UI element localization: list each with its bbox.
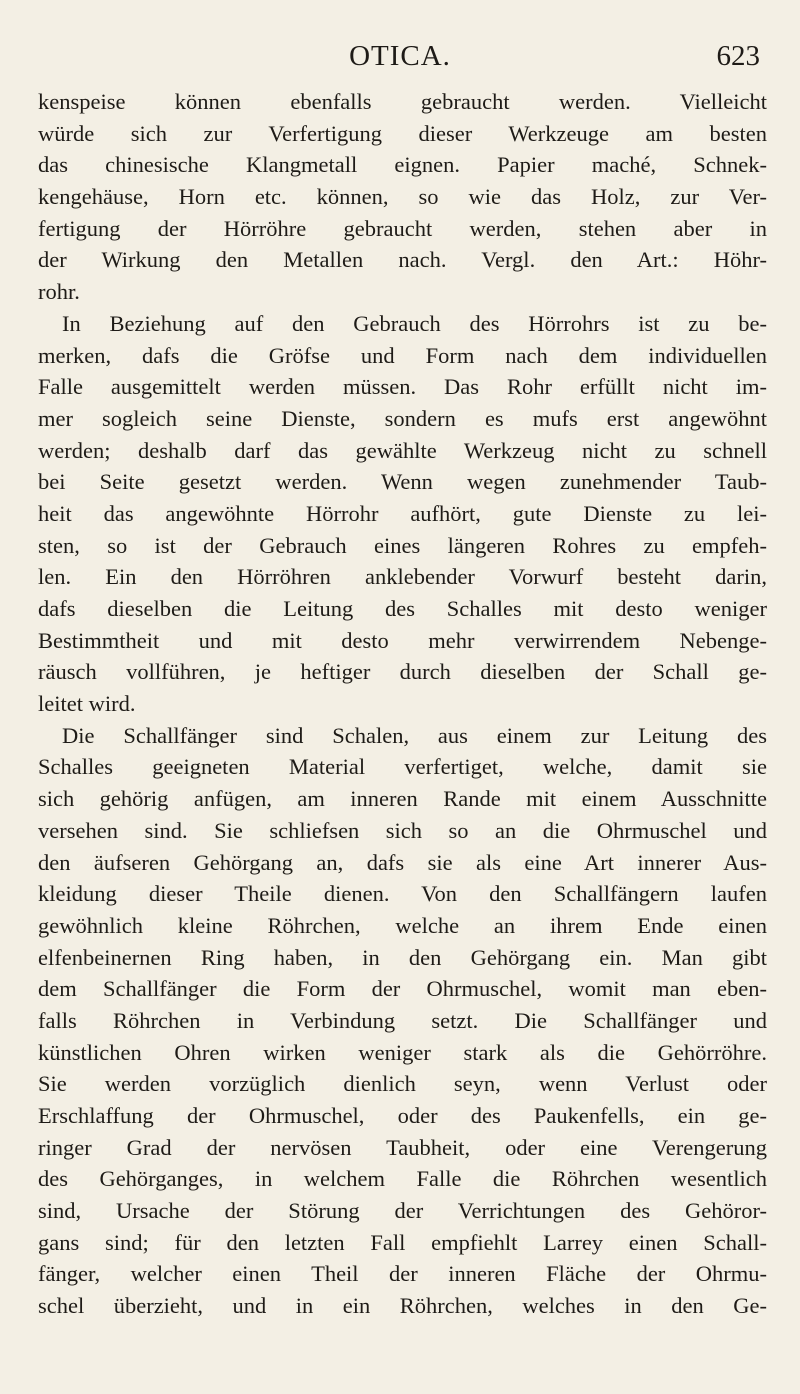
text-line: elfenbeinernen Ring haben, in den Gehörgang ein. Man gibt: [38, 944, 767, 970]
text-line: sten, so ist der Gebrauch eines längeren Rohres zu empfeh-: [38, 532, 767, 558]
text-line: In Beziehung auf den Gebrauch des Hörrohrs ist zu be-: [62, 310, 767, 336]
text-line: mer sogleich seine Dienste, sondern es mufs erst angewöhnt: [38, 405, 767, 431]
text-line: ringer Grad der nervösen Taubheit, oder eine Verengerung: [38, 1134, 767, 1160]
text-line: künstlichen Ohren wirken weniger stark als die Gehörröhre.: [38, 1039, 767, 1065]
text-line: Sie werden vorzüglich dienlich seyn, wenn Verlust oder: [38, 1071, 767, 1097]
text-line: räusch vollführen, je heftiger durch dieselben der Schall ge-: [38, 659, 767, 685]
text-line: der Wirkung den Metallen nach. Vergl. den Art.: Höhr-: [38, 247, 767, 273]
text-line: kleidung dieser Theile dienen. Von den Schallfängern laufen: [38, 881, 767, 907]
text-line: Schalles geeigneten Material verfertiget, welche, damit sie: [38, 754, 767, 780]
text-line: das chinesische Klangmetall eignen. Papier maché, Schnek-: [38, 152, 767, 178]
running-head-title: OTICA.: [349, 40, 451, 72]
text-line: heit das angewöhnte Hörrohr aufhört, gute Dienste zu lei-: [38, 500, 767, 526]
text-line: versehen sind. Sie schliefsen sich so an die Ohrmuschel und: [38, 817, 767, 843]
text-line: des Gehörganges, in welchem Falle die Röhrchen wesentlich: [38, 1166, 767, 1192]
text-line: Erschlaffung der Ohrmuschel, oder des Paukenfells, ein ge-: [38, 1103, 767, 1128]
text-line: sich gehörig anfügen, am inneren Rande mit einem Ausschnitte: [38, 786, 767, 812]
text-line: gans sind; für den letzten Fall empfiehlt Larrey einen Schall-: [38, 1229, 767, 1255]
page-number: 623: [716, 40, 760, 72]
text-line: Die Schallfänger sind Schalen, aus einem zur Leitung des: [62, 722, 767, 748]
text-line: kenspeise können ebenfalls gebraucht werden. Vielleicht: [38, 89, 767, 114]
running-head: [40, 36, 760, 76]
text-line: falls Röhrchen in Verbindung setzt. Die Schallfänger und: [38, 1007, 767, 1033]
text-line: werden; deshalb darf das gewählte Werkzeug nicht zu schnell: [38, 437, 767, 463]
text-line: Bestimmtheit und mit desto mehr verwirrendem Nebenge-: [38, 627, 767, 653]
text-line: gewöhnlich kleine Röhrchen, welche an ihrem Ende einen: [38, 912, 767, 938]
text-line: bei Seite gesetzt werden. Wenn wegen zunehmender Taub-: [38, 469, 767, 495]
text-line: Falle ausgemittelt werden müssen. Das Rohr erfüllt nicht im-: [38, 374, 767, 400]
text-line: merken, dafs die Gröfse und Form nach dem individuellen: [38, 342, 767, 368]
text-line: den äufseren Gehörgang an, dafs sie als eine Art innerer Aus-: [38, 849, 767, 875]
text-line: dem Schallfänger die Form der Ohrmuschel, womit man eben-: [38, 976, 767, 1002]
text-line: schel überzieht, und in ein Röhrchen, welches in den Ge-: [38, 1293, 767, 1319]
text-line: kengehäuse, Horn etc. können, so wie das Holz, zur Ver-: [38, 184, 767, 210]
body-text: [38, 86, 767, 1322]
text-line: leitet wird.: [38, 691, 136, 717]
text-line: sind, Ursache der Störung der Verrichtungen des Gehöror-: [38, 1198, 767, 1224]
text-line: dafs dieselben die Leitung des Schalles mit desto weniger: [38, 596, 767, 621]
text-line: würde sich zur Verfertigung dieser Werkzeuge am besten: [38, 120, 767, 146]
text-line: fertigung der Hörröhre gebraucht werden, stehen aber in: [38, 215, 767, 241]
text-line: len. Ein den Hörröhren anklebender Vorwurf besteht darin,: [38, 564, 767, 590]
text-line: fänger, welcher einen Theil der inneren Fläche der Ohrmu-: [38, 1261, 767, 1287]
text-line: rohr.: [38, 279, 80, 305]
